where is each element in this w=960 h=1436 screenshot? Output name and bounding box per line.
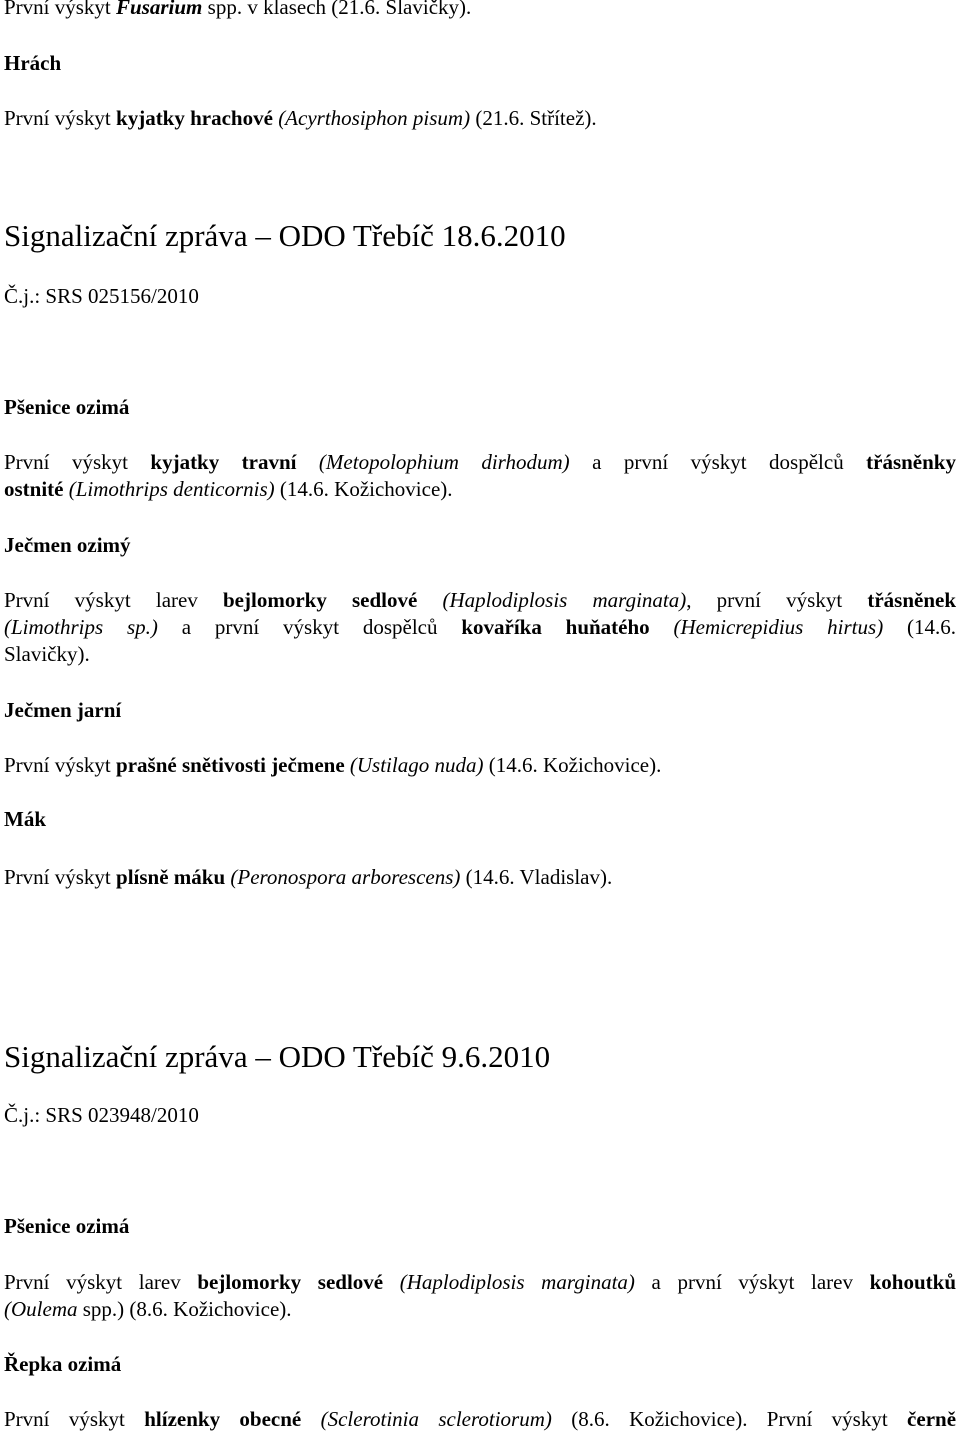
crop-heading-jecmen-ozimy: Ječmen ozimý <box>4 533 131 557</box>
paragraph-repka: První výskyt hlízenky obecné (Sclerotinia sclerotiorum) (8.6. Kožichovice). První výskyt černě <box>4 1407 957 1431</box>
paragraph-psenice: První výskyt kyjatky travní (Metopolophium dirhodum) a první výskyt dospělců třásněnky ostnité (Limothrips denticornis) (14.6. Kožichovice). <box>4 450 956 501</box>
crop-heading-psenice: Pšenice ozimá <box>4 1214 130 1238</box>
paragraph-fusarium: První výskyt Fusarium spp. v klasech (21.6. Slavičky). <box>4 0 472 19</box>
report-title-18-6: Signalizační zpráva – ODO Třebíč 18.6.2010 <box>4 218 566 253</box>
crop-heading-psenice: Pšenice ozimá <box>4 395 130 419</box>
paragraph-hrach: První výskyt kyjatky hrachové (Acyrthosiphon pisum) (21.6. Střítež). <box>4 106 597 130</box>
paragraph-psenice-2: První výskyt larev bejlomorky sedlové (Haplodiplosis marginata) a první výskyt larev kohoutků (Oulema spp.) (8.6. Kožichovice). <box>4 1270 957 1321</box>
reference-number: Č.j.: SRS 025156/2010 <box>4 284 199 308</box>
reference-number: Č.j.: SRS 023948/2010 <box>4 1103 199 1127</box>
report-title-9-6: Signalizační zpráva – ODO Třebíč 9.6.2010 <box>4 1039 551 1074</box>
paragraph-mak: První výskyt plísně máku (Peronospora arborescens) (14.6. Vladislav). <box>4 865 613 889</box>
crop-heading-hrach: Hrách <box>4 51 62 75</box>
paragraph-jecmen-ozimy: První výskyt larev bejlomorky sedlové (Haplodiplosis marginata), první výskyt třásněnek (Limothrips sp.) a první výskyt dospělců kovaříka huňatého (Hemicrepidius hirtus) (14.6. Slavičky). <box>4 588 957 666</box>
paragraph-jecmen-jarni: První výskyt prašné snětivosti ječmene (Ustilago nuda) (14.6. Kožichovice). <box>4 753 662 777</box>
crop-heading-repka: Řepka ozimá <box>4 1352 122 1376</box>
crop-heading-jecmen-jarni: Ječmen jarní <box>4 698 122 722</box>
crop-heading-mak: Mák <box>4 807 46 831</box>
